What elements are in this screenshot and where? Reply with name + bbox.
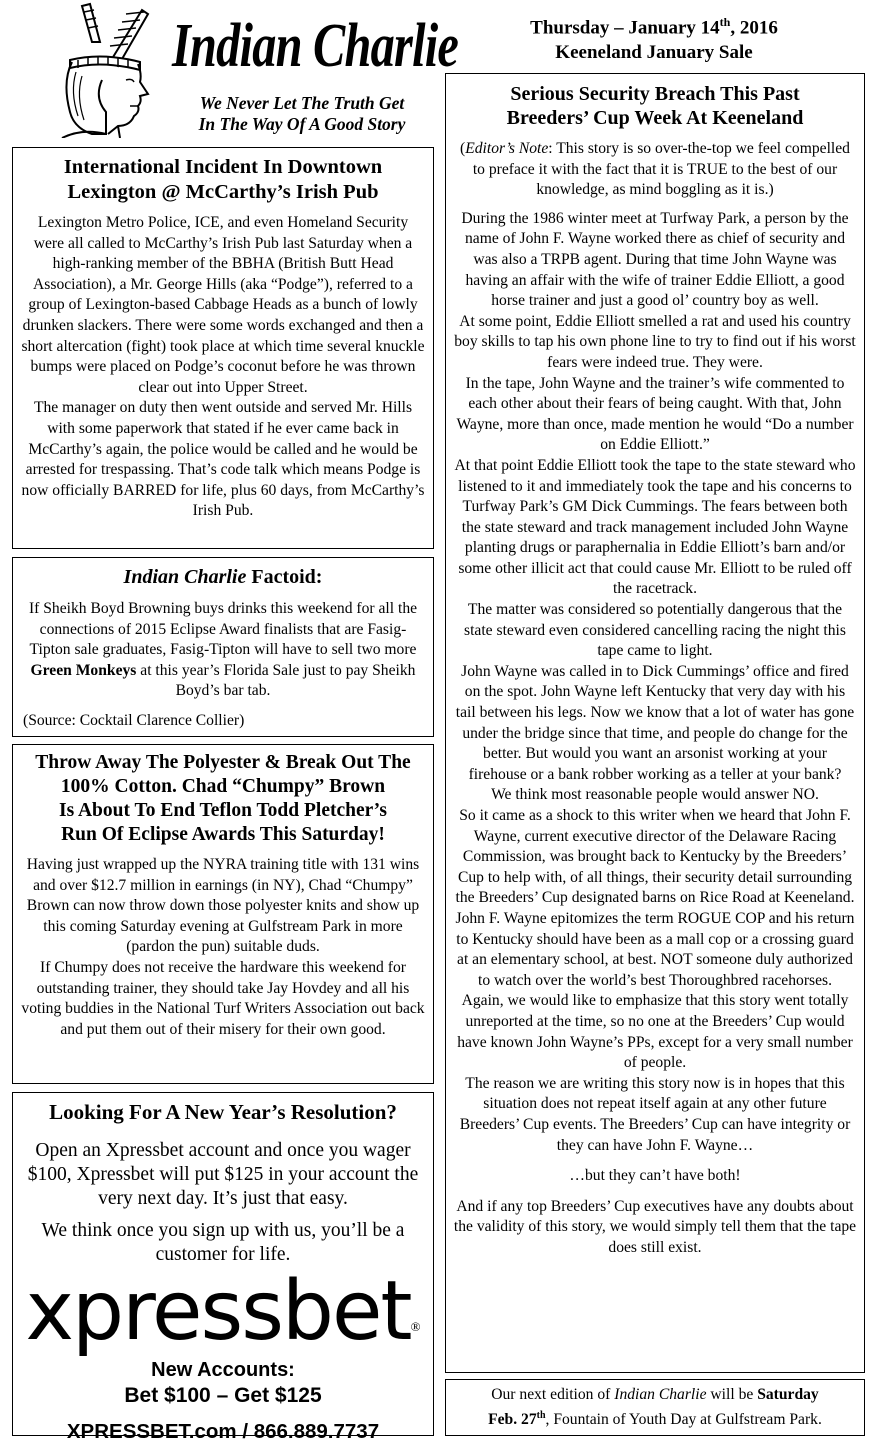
masthead-title: Indian Charlie xyxy=(172,12,459,80)
issue-date: Thursday – January 14th, 2016 xyxy=(530,15,778,39)
tagline-line-1: We Never Let The Truth Get xyxy=(199,93,405,113)
paragraph: The matter was considered so potentially dangerous that the state steward even considered cancelling racing the night this tape came to light. xyxy=(464,601,846,660)
editors-note: (Editor’s Note: This story is so over-the-top we feel compelled to preface it with the fact that it is TRUE to the best of our knowledge, as mind boggling as it is.) xyxy=(460,140,850,199)
story-closing: And if any top Breeders’ Cup executives have any doubts about the validity of this story, we would simply tell them that the tape does still exist. xyxy=(453,1197,857,1256)
story-kicker: …but they can’t have both! xyxy=(569,1167,741,1185)
paragraph: John Wayne was called in to Dick Cummings’ office and fired on the spot. John Wayne left Kentucky that very day with his tail between his legs. Now we know that a lot of water has gone under the bridge since that time, and people do change for the better. But would you want an arsonist working at your firehouse or a bank robber working as a teller at your bank? xyxy=(455,662,855,783)
offer-line-1: New Accounts: xyxy=(151,1359,295,1381)
story-body xyxy=(453,209,857,1156)
paragraph: Having just wrapped up the NYRA training title with 131 wins and over $12.7 million in earnings (in NY), Chad “Chumpy” Brown can now throw down those polyester knits and show up this coming Saturday evening at Gulfstream Park in more (pardon the pun) suitable duds. xyxy=(26,856,420,956)
dateline xyxy=(444,10,864,65)
ad-contact[interactable]: XPRESSBET.com / 866.889.7737 xyxy=(66,1420,380,1443)
factoid-source: (Source: Cocktail Clarence Collier) xyxy=(23,711,245,729)
story-headline: Serious Security Breach This Past Breeders’ Cup Week At Keeneland xyxy=(506,83,804,129)
ad-offer xyxy=(23,1357,423,1409)
story-headline: Throw Away The Polyester & Break Out The 100% Cotton. Chad “Chumpy” Brown Is About To End Teflon Todd Pletcher’s Run Of Eclipse Awards This Saturday! xyxy=(35,752,411,845)
paragraph: At that point Eddie Elliott took the tape to the state steward who listened to it and immediately took the tape and his concerns to Turfway Park’s GM Dick Cummings. The fears between both the state steward and track management included John Wayne planting drugs or paraphernalia in Eddie Elliott’s barn and/or some other illicit act that could cause Mr. Elliott to be ruled off the racetrack. xyxy=(454,456,856,598)
paragraph: We think most reasonable people would answer NO. xyxy=(491,786,819,804)
issue-event: Keeneland January Sale xyxy=(555,42,753,64)
ad-headline: Looking For A New Year’s Resolution? xyxy=(49,1100,397,1124)
tagline-line-2: In The Way Of A Good Story xyxy=(198,114,406,134)
masthead-tagline xyxy=(168,93,436,135)
factoid-body: If Sheikh Boyd Browning buys drinks this weekend for all the connections of 2015 Eclipse Award finalists that are Fasig-Tipton sale graduates, Fasig-Tipton will have to sell two more Green Monkeys at this year’s Florida Sale just to pay Sheikh Boyd’s bar tab. xyxy=(28,600,418,700)
next-edition-box xyxy=(445,1379,865,1436)
story-headline: International Incident In Downtown Lexington @ McCarthy’s Irish Pub xyxy=(63,156,383,203)
registered-mark: ® xyxy=(410,1319,421,1334)
paragraph: At some point, Eddie Elliott smelled a rat and used his country boy skills to tap his own phone line to try to find out if his worst fears were indeed true. They were. xyxy=(454,312,856,371)
paragraph: During the 1986 winter meet at Turfway Park, a person by the name of John F. Wayne worked there as chief of security and was also a TRPB agent. During that time John Wayne was having an affair with the wife of trainer Eddie Elliott, a good horse trainer and just a good ol’ country boy as well. xyxy=(461,209,849,310)
xpressbet-ad xyxy=(12,1092,434,1443)
paragraph: Again, we would like to emphasize that this story went totally unreported at the time, so no one at the Breeders’ Cup would have known John Wayne’s PPs, except for a very small number of people. xyxy=(457,992,853,1072)
xpressbet-wordmark: xpressbet xyxy=(25,1264,411,1359)
paragraph: The reason we are writing this story now is in hopes that this situation does not repeat itself again at any other future Breeders’ Cup events. The Breeders’ Cup can have integrity or they can have John F. Wayne… xyxy=(459,1074,851,1154)
paragraph: So it came as a shock to this writer when we heard that John F. Wayne, current executive director of the Delaware Racing Commission, was brought back to Kentucky by the Breeders’ Cup to help with, of all things, their security detail surrounding the Breeders’ Cup designated barns on Rice Road at Keeneland. xyxy=(455,807,855,907)
xpressbet-logo xyxy=(23,1264,423,1359)
paragraph: The manager on duty then went outside and served Mr. Hills with some paperwork that stated if he ever came back in McCarthy’s again, the police would be called and he would be arrested for trespassing. That’s code talk which means Podge is now officially BARRED for life, plus 60 days, from McCarthy’s Irish Pub. xyxy=(21,399,425,520)
next-edition-text: Our next edition of Indian Charlie will be Saturday Feb. 27th, Fountain of Youth Day at Gulfstream Park. xyxy=(488,1386,822,1428)
paragraph: John F. Wayne epitomizes the term ROGUE COP and his return to Kentucky should have been as a mall cop or a crossing guard at an elementary school, at best. NOT someone duly authorized to watch over the world’s best Thoroughbred racehorses. xyxy=(455,909,855,989)
story-chumpy-brown xyxy=(12,744,434,1084)
offer-line-2: Bet $100 – Get $125 xyxy=(124,1384,322,1407)
story-body xyxy=(21,855,425,1040)
story-body xyxy=(21,213,425,522)
factoid-box xyxy=(12,557,434,737)
factoid-title: Indian Charlie Factoid: xyxy=(123,566,323,588)
masthead xyxy=(10,0,459,142)
paragraph: If Chumpy does not receive the hardware this weekend for outstanding trainer, they should take Jay Hovdey and all his voting buddies in the National Turf Writers Association out back and put them out of their misery for their own good. xyxy=(21,958,425,1038)
paragraph: Lexington Metro Police, ICE, and even Homeland Security were all called to McCarthy’s Irish Pub last Saturday when a high-ranking member of the BBHA (British Butt Head Association), a Mr. George Hills (aka “Podge”), referred to a group of Lexington-based Cabbage Heads as a bunch of lowly drunken slackers. There were some words exchanged and then a short altercation (fight) took place at which time several knuckle bumps were placed on Podge’s coconut before he was thrown clear out into Upper Street. xyxy=(21,214,425,396)
ad-body-1: Open an Xpressbet account and once you wager $100, Xpressbet will put $125 in your account the very next day. It’s just that easy. xyxy=(27,1140,419,1209)
story-mccarthys-pub xyxy=(12,147,434,549)
indian-head-logo-icon xyxy=(22,2,172,138)
ad-body-2: We think once you sign up with us, you’ll be a customer for life. xyxy=(41,1220,405,1265)
paragraph: In the tape, John Wayne and the trainer’s wife commented to each other about their fears of being caught. With that, John Wayne, more than once, made mention he would “Do a number on Eddie Elliott.” xyxy=(456,374,854,454)
story-security-breach xyxy=(445,73,865,1373)
